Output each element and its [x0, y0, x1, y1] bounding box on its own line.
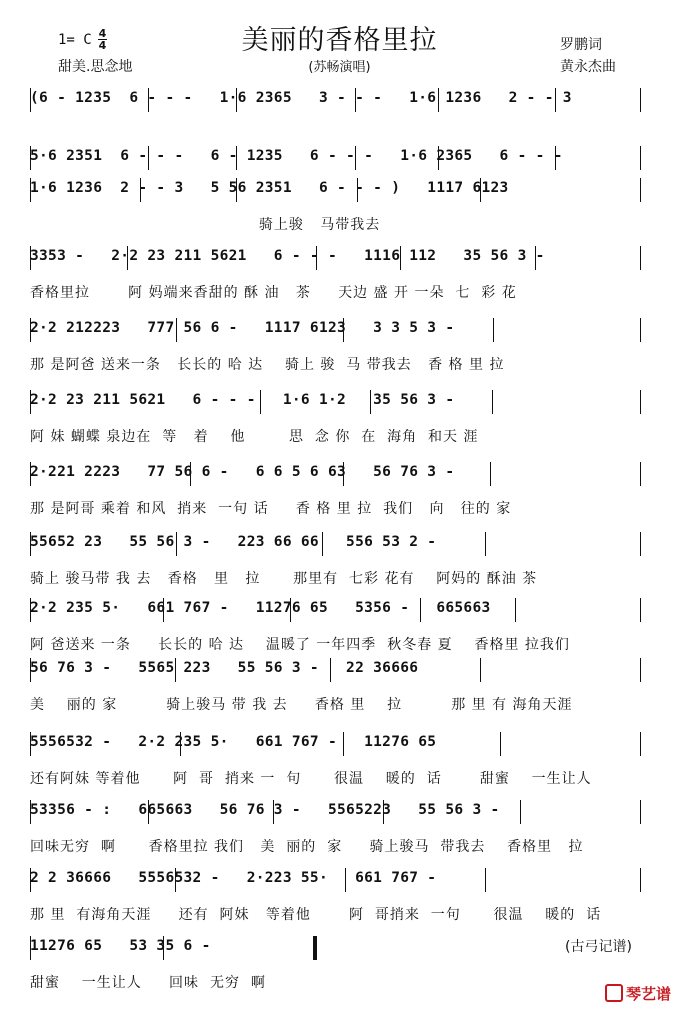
barline: [236, 88, 237, 112]
barline: [420, 598, 421, 622]
lyric-line: 阿 妹 蝴蝶 泉边在 等 着 他 思 念 你 在 海角 和天 涯: [30, 429, 479, 445]
notation-line: (6 - 1235 6 - - - 1·6 2365 3 - - - 1·6 1236 2 - - 3: [30, 90, 572, 106]
barline: [260, 390, 261, 414]
barline: [30, 598, 31, 622]
mood-marking: 甜美.思念地: [58, 59, 133, 75]
lyric-line: 骑上骏 马带我去: [30, 217, 381, 233]
lyric-line: 美 丽的 家 骑上骏马 带 我 去 香格 里 拉 那 里 有 海角天涯: [30, 697, 573, 713]
barline: [345, 868, 346, 892]
barline: [273, 800, 274, 824]
notation-line: 1·6 1236 2 - - 3 5 56 2351 6 - - - ) 1117 6123: [30, 180, 509, 196]
barline: [493, 318, 494, 342]
barline: [355, 146, 356, 170]
barline: [127, 246, 128, 270]
notation-line: 2·221 2223 77 56 6 - 6 6 5 6 63 56 76 3 -: [30, 464, 455, 480]
barline: [640, 246, 641, 270]
barline: [640, 732, 641, 756]
barline: [30, 146, 31, 170]
score-system: [0, 318, 679, 390]
barline: [190, 462, 191, 486]
notation-line: 53356 - : 665663 56 76 3 - 5565223 55 56 3 -: [30, 802, 500, 818]
key-signature: 1= C: [58, 32, 92, 48]
barline: [640, 462, 641, 486]
score-system: [0, 390, 679, 462]
barline: [490, 462, 491, 486]
notation-line: 2·2 235 5· 661 767 - 11276 65 5356 - 665663: [30, 600, 491, 616]
notation-line: 3353 - 2·2 23 211 5621 6 - - - 1116 112 35 56 3 -: [30, 248, 545, 264]
barline: [400, 246, 401, 270]
time-signature: [98, 28, 107, 51]
score-system: [0, 178, 679, 250]
barline: [140, 178, 141, 202]
barline: [485, 532, 486, 556]
barline: [148, 146, 149, 170]
barline: [330, 658, 331, 682]
barline: [640, 146, 641, 170]
barline: [480, 658, 481, 682]
lyric-line: 那 是阿爸 送来一条 长长的 哈 达 骑上 骏 马 带我去 香 格 里 拉: [30, 357, 505, 373]
barline: [313, 936, 317, 960]
barline: [535, 246, 536, 270]
barline: [438, 88, 439, 112]
lyric-line: 香格里拉 阿 妈端来香甜的 酥 油 茶 天边 盛 开 一朵 七 彩 花: [30, 285, 517, 301]
notation-line: 2·2 212223 777 56 6 - 1117 6123 3 3 5 3 -: [30, 320, 455, 336]
barline: [175, 868, 176, 892]
barline: [163, 936, 164, 960]
barline: [640, 598, 641, 622]
barline: [30, 178, 31, 202]
barline: [640, 868, 641, 892]
watermark: [605, 983, 671, 1004]
barline: [640, 390, 641, 414]
logo-icon: [605, 984, 623, 1002]
barline: [30, 868, 31, 892]
barline: [30, 246, 31, 270]
barline: [640, 658, 641, 682]
barline: [515, 598, 516, 622]
notation-line: 2 2 36666 5556532 - 2·223 55· 661 767 -: [30, 870, 437, 886]
song-title: 美丽的香格里拉: [241, 25, 438, 56]
notation-line: 11276 65 53 35 6 -: [30, 938, 211, 954]
barline: [290, 598, 291, 622]
lyric-line: 骑上 骏马带 我 去 香格 里 拉 那里有 七彩 花有 阿妈的 酥油 茶: [30, 571, 538, 587]
barline: [176, 532, 177, 556]
barline: [30, 936, 31, 960]
barline: [485, 868, 486, 892]
barline: [236, 146, 237, 170]
score-system: [0, 868, 679, 940]
barline: [236, 178, 237, 202]
notation-line: 56 76 3 - 5565 223 55 56 3 - 22 36666: [30, 660, 419, 676]
barline: [555, 146, 556, 170]
barline: [492, 390, 493, 414]
barline: [30, 390, 31, 414]
barline: [480, 178, 481, 202]
barline: [355, 88, 356, 112]
barline: [555, 88, 556, 112]
barline: [343, 318, 344, 342]
barline: [30, 658, 31, 682]
barline: [30, 532, 31, 556]
barline: [30, 318, 31, 342]
barline: [316, 246, 317, 270]
barline: [640, 88, 641, 112]
barline: [383, 800, 384, 824]
barline: [30, 732, 31, 756]
barline: [163, 598, 164, 622]
lyric-line: 甜蜜 一生让人 回味 无穷 啊: [30, 975, 266, 991]
lyric-line: 还有阿妹 等着他 阿 哥 捎来 一 句 很温 暖的 话 甜蜜 一生让人: [30, 771, 592, 787]
barline: [500, 732, 501, 756]
barline: [640, 800, 641, 824]
barline: [357, 178, 358, 202]
barline: [640, 532, 641, 556]
score-system: [0, 246, 679, 318]
score-system: [0, 800, 679, 872]
notation-line: 2·2 23 211 5621 6 - - - 1·6 1·2 35 56 3 -: [30, 392, 455, 408]
barline: [176, 318, 177, 342]
barline: [640, 318, 641, 342]
composer-credit: 黄永杰曲: [560, 59, 616, 75]
barline: [343, 732, 344, 756]
barline: [520, 800, 521, 824]
barline: [180, 732, 181, 756]
barline: [438, 146, 439, 170]
score-system: [0, 658, 679, 730]
singer-credit: (苏畅演唱): [308, 60, 371, 75]
barline: [30, 88, 31, 112]
barline: [148, 800, 149, 824]
barline: [640, 178, 641, 202]
lyric-line: 那 是阿哥 乘着 和风 捎来 一句 话 香 格 里 拉 我们 向 往的 家: [30, 501, 512, 517]
watermark-text: 琴艺谱: [626, 985, 672, 1003]
barline: [30, 462, 31, 486]
score-system: [0, 462, 679, 534]
barline: [30, 800, 31, 824]
barline: [148, 88, 149, 112]
barline: [175, 658, 176, 682]
notation-line: 5·6 2351 6 - - - 6 - 1235 6 - - - 1·6 2365 6 - - -: [30, 148, 563, 164]
lyric-line: 那 里 有海角天涯 还有 阿妹 等着他 阿 哥捎来 一句 很温 暖的 话: [30, 907, 602, 923]
time-signature-bottom: 4: [98, 39, 107, 52]
lyric-line: 阿 爸送来 一条 长长的 哈 达 温暖了 一年四季 秋冬春 夏 香格里 拉我们: [30, 637, 570, 653]
score-system: [0, 532, 679, 604]
barline: [343, 462, 344, 486]
barline: [322, 532, 323, 556]
notation-line: 55652 23 55 56 3 - 223 66 66 556 53 2 -: [30, 534, 437, 550]
transcriber-note: (古弓记谱): [565, 939, 632, 955]
lyric-line: 回味无穷 啊 香格里拉 我们 美 丽的 家 骑上骏马 带我去 香格里 拉: [30, 839, 584, 855]
score-system: [0, 732, 679, 804]
time-signature-top: 4: [98, 27, 107, 40]
lyricist-credit: 罗鹏词: [560, 37, 602, 53]
notation-line: 5556532 - 2·2 235 5· 661 767 - 11276 65: [30, 734, 437, 750]
barline: [370, 390, 371, 414]
